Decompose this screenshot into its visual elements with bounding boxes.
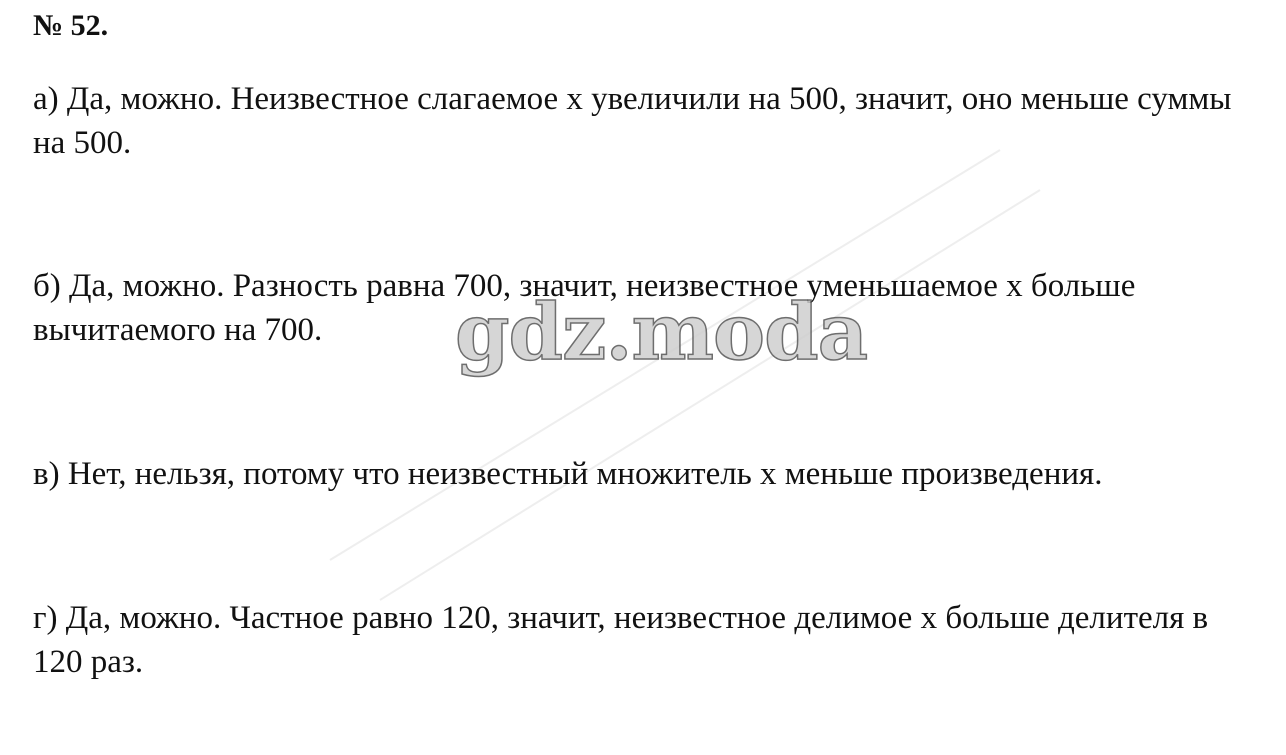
answer-v: в) Нет, нельзя, потому что неизвестный множитель х меньше произведения. [33, 456, 1103, 492]
problem-number: № 52. [33, 9, 109, 42]
answer-a: а) Да, можно. Неизвестное слагаемое х увеличили на 500, значит, оно меньше суммы на 500. [33, 81, 1232, 161]
watermark-logo: gdz.moda [455, 287, 868, 378]
answer-b: б) Да, можно. Разность равна 700, значит, неизвестное уменьшаемое х больше вычитаемого на 700. [33, 268, 1136, 348]
answer-g: г) Да, можно. Частное равно 120, значит, неизвестное делимое х больше делителя в 120 раз. [33, 600, 1209, 680]
